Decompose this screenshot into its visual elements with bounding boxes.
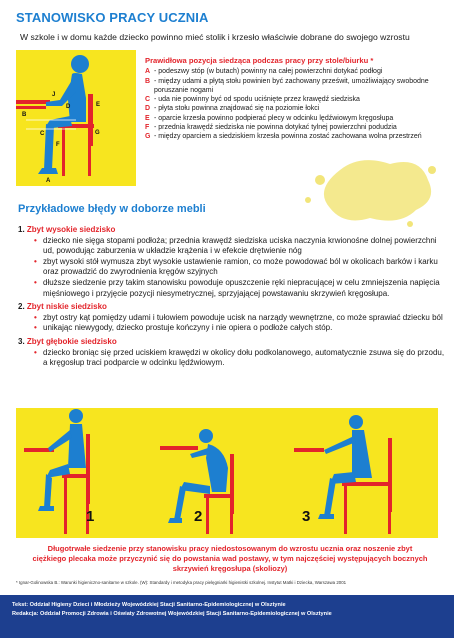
posture-item xyxy=(145,104,450,113)
posture-text: - między udami a płytą stołu powinien być zachowany prześwit, umożliwiający swobodne poruszanie nogami xyxy=(154,77,429,94)
chair-leg-front xyxy=(62,128,65,176)
correct-posture-illustration xyxy=(16,50,136,186)
posture-text: - między oparciem a siedziskiem krzesła powinna zostać zachowana wolna przestrzeń xyxy=(154,133,422,141)
errors-list xyxy=(18,222,448,369)
posture-key: D xyxy=(145,105,151,113)
posture-key: E xyxy=(145,114,150,122)
posture-item xyxy=(145,77,450,96)
posture-item xyxy=(145,114,450,123)
error-item: • zbyt wysoki stół wymusza zbyt wysokie ustawienie ramion, co może powodować ból w okolicach barków i karku oraz prowadzić do zwyrodnienia kręgów szyjnych xyxy=(34,257,448,278)
footer-editor-credit: Redakcja: Oddział Promocji Zdrowia i Oświaty Zdrowotnej Wojewódzkiej Stacji Sanitarno-Epidemiologicznej w Olsztynie xyxy=(12,611,332,617)
page-title: STANOWISKO PRACY UCZNIA xyxy=(16,10,209,25)
error-group-items xyxy=(18,313,448,334)
letter-d: D xyxy=(66,104,71,110)
posture-text: - przednia krawędź siedziska nie powinna dotykać tylnej powierzchni podudzia xyxy=(154,124,397,132)
error-group-heading xyxy=(18,302,448,313)
letter-e: E xyxy=(96,102,101,108)
error-item: • unikając niewygody, dziecko prostuje kończyny i nie opiera o podłoże całych stóp. xyxy=(34,323,448,334)
error-group-label: Zbyt wysokie siedzisko xyxy=(26,225,116,234)
posture-text: - oparcie krzesła powinno podpierać plecy w odcinku lędźwiowym kręgosłupa xyxy=(154,114,394,122)
posture-guidelines xyxy=(145,56,450,142)
posture-title: Prawidłowa pozycja siedząca podczas pracy przy stole/biurku * xyxy=(145,56,374,65)
error-item: • dziecko broniąc się przed uciskiem krawędzi w okolicy dołu podkolanowego, automatycznie zsuwa się do przodu, a kręgosłup traci podparcie w odcinku lędźwiowym. xyxy=(34,348,448,369)
error-group-heading xyxy=(18,337,448,348)
letter-f: F xyxy=(56,142,60,148)
error-item: • zbyt ostry kąt pomiędzy udami i tułowiem powoduje ucisk na narządy wewnętrzne, co może sprawiać dziecku ból xyxy=(34,313,448,324)
conclusion-text: Długotrwałe siedzenie przy stanowisku pracy niedostosowanym do wzrostu ucznia oraz noszenie zbyt ciężkiego plecaka może przyczynić się do powstania wad postawy, w tym najczęściej występujących bocznych skrzywień kręgosłupa (skoliozy) xyxy=(32,544,428,573)
error-group-label: Zbyt niskie siedzisko xyxy=(26,302,107,312)
error-group-heading xyxy=(18,225,448,236)
footer-text-credit: Tekst: Oddział Higieny Dzieci i Młodzieży Wojewódzkiej Stacji Sanitarno-Epidemiologicznej w Olsztynie xyxy=(12,602,286,608)
page-subtitle: W szkole i w domu każde dziecko powinno mieć stolik i krzesło właściwie dobrane do swojego wzrostu xyxy=(20,32,410,42)
errors-section-title: Przykładowe błędy w doborze mebli xyxy=(18,203,206,215)
posture-text: - płyta stołu powinna znajdować się na poziomie łokci xyxy=(154,105,320,113)
posture-item xyxy=(145,95,450,104)
posture-key: G xyxy=(145,133,151,141)
error-group-items xyxy=(18,348,448,369)
figure-number: 2 xyxy=(194,508,203,525)
posture-item xyxy=(145,132,450,141)
error-group-label: Zbyt głębokie siedzisko xyxy=(26,336,117,346)
letter-a: A xyxy=(46,178,51,184)
posture-key: B xyxy=(145,77,151,85)
letter-g: G xyxy=(95,130,100,136)
error-group-number: 2. xyxy=(18,302,25,312)
error-group-number: 3. xyxy=(18,336,25,346)
posture-item xyxy=(145,67,450,76)
letter-c: C xyxy=(40,131,45,137)
figure-3-too-deep-seat xyxy=(294,408,434,538)
letter-j: J xyxy=(52,92,56,98)
desk-top xyxy=(16,100,50,104)
letter-b: B xyxy=(22,112,27,118)
posture-key: C xyxy=(145,96,151,104)
error-group-items xyxy=(18,236,448,300)
paint-splash-decoration xyxy=(300,150,440,230)
child-head xyxy=(71,55,89,73)
child-foot xyxy=(38,168,58,174)
figure-2-too-low-seat xyxy=(160,408,300,538)
posture-key: A xyxy=(145,68,151,76)
chair-leg-back xyxy=(88,128,91,176)
posture-item xyxy=(145,123,450,132)
error-item: • dziecko nie sięga stopami podłoża; przednia krawędź siedziska uciska naczynia krwionośne dolnej powierzchni ud, powodując zaburzenia w układzie krążenia i w efekcie drętwienie nóg xyxy=(34,236,448,257)
figure-number: 3 xyxy=(302,508,311,525)
posture-text: - uda nie powinny być od spodu uciśnięte przez krawędź siedziska xyxy=(154,96,360,104)
posture-key: F xyxy=(145,124,150,132)
figure-number: 1 xyxy=(86,508,95,525)
desk-under xyxy=(16,106,46,109)
footer xyxy=(0,595,454,638)
child-shin xyxy=(44,124,54,170)
error-item: • dłuższe siedzenie przy takim stanowisku powoduje opuszczenie ręki niepracującej w celu zmniejszenia napięcia mięśniowego i przyjęcie pozycji niesymetrycznej, sprzyjającej powstawaniu skrzywień kręgosłupa. xyxy=(34,278,448,299)
error-group-number: 1. xyxy=(18,225,25,234)
child-torso xyxy=(68,73,86,122)
posture-text: - podeszwy stóp (w butach) powinny na całej powierzchni dotykać podłogi xyxy=(154,68,383,76)
footnote: * Ignar-Golinowska B.: Warunki higieniczno-sanitarne w szkole. (W): Standardy i metodyka pracy pielęgniarki higienistki szkolnej. Instytut Matki i Dziecka, Warszawa 2001 xyxy=(16,580,347,585)
